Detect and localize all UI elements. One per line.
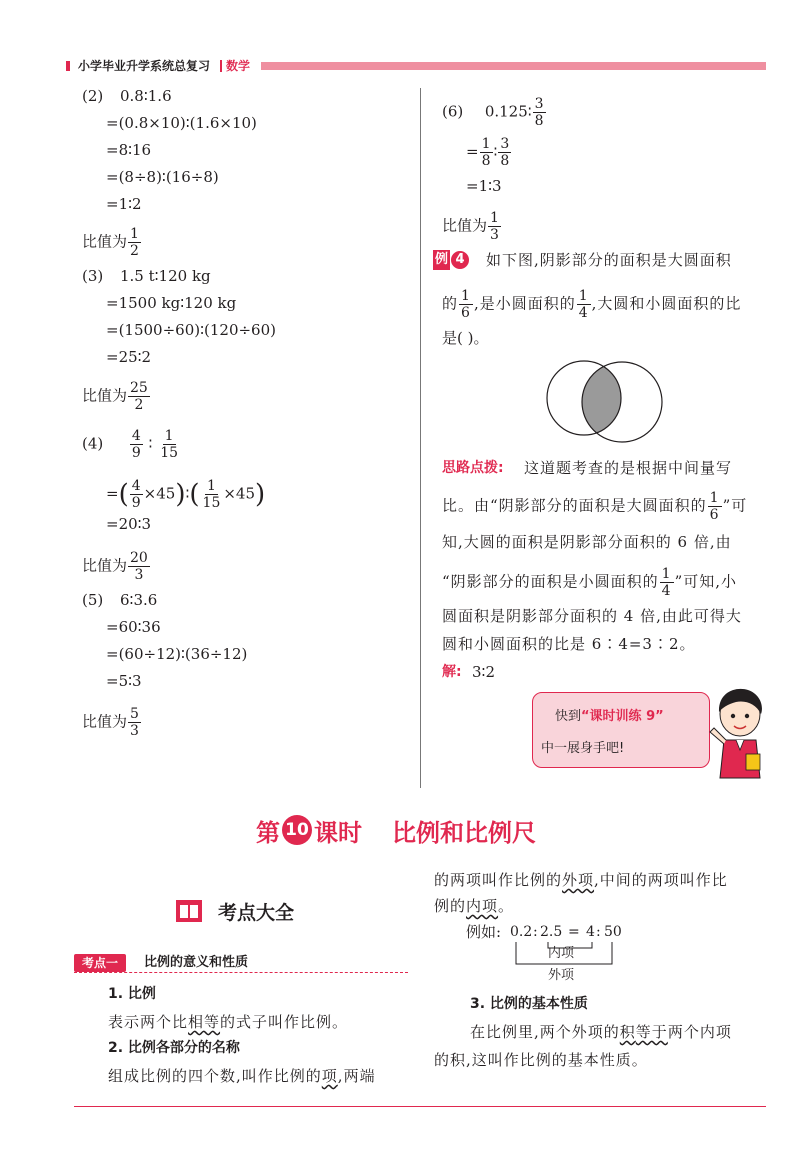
p5-step2: =(60÷12)∶(36÷12) [106,645,248,663]
colon: ∶ [148,434,153,453]
p2-ratio [82,226,142,259]
example-text-2 [442,288,741,321]
example-number: 4 [450,250,470,270]
underlined-term: 项 [321,1067,338,1085]
colon: ∶ [185,484,190,503]
numerator: 1 [164,428,174,444]
speech-bubble [532,692,710,768]
numerator: 1 [490,210,499,226]
denominator: 9 [131,445,141,461]
fraction [201,478,223,511]
numerator: 1 [130,226,139,242]
header-marker [66,61,70,71]
example-prefix: 例如: [466,923,502,941]
denominator: 9 [131,495,141,511]
p6-line1 [442,96,547,129]
fraction [480,136,493,169]
p5-step3: =5∶3 [106,672,142,690]
heading-1: 1. 比例 [108,986,156,1002]
body-1 [108,1012,348,1032]
denominator: 4 [661,583,672,599]
p3-label: (3) [82,267,104,285]
numerator: 20 [130,550,148,566]
hint-line-1: 这道题考查的是根据中间量写 [524,459,733,477]
kaodian-title: 比例的意义和性质 [144,955,249,970]
p3-step3: =25∶2 [106,348,152,366]
venn-diagram [540,358,670,450]
fraction [533,96,546,129]
colon-2: : [596,924,601,940]
header-bar [66,60,766,72]
p2-expr: 0.8∶1.6 [120,87,172,105]
text: 的式子叫作比例。 [220,1013,349,1031]
header-stripe [261,62,766,70]
answer-label: 解: [442,664,462,680]
lesson-suffix: 课时 [314,818,362,847]
text: ,中间的两项叫作比 [594,871,728,889]
hint-line-4 [442,566,737,599]
colon-1: : [533,924,538,940]
heading-3: 3. 比例的基本性质 [470,996,588,1012]
p6-a: 0.125∶ [484,102,532,121]
p2-step3: =(8÷8)∶(16÷8) [106,168,219,186]
p2-label: (2) [82,87,104,105]
lesson-prefix: 第 [256,818,280,847]
underlined-term: 等于 [635,1023,668,1041]
numerator: 1 [661,566,672,582]
denominator: 8 [481,153,491,169]
denominator: 4 [578,305,589,321]
text: ”可 [722,496,748,515]
term-d: 50 [604,924,622,940]
numerator: 1 [578,288,589,304]
answer-value: 3∶2 [472,663,495,681]
body-2 [108,1066,376,1086]
body-3b: 的积,这叫作比例的基本性质。 [434,1051,648,1069]
denominator: 3 [134,567,144,583]
ratio-label: 比值为 [82,556,128,575]
p5-label: (5) [82,591,104,609]
text: 的 [442,294,459,313]
right-body-2 [434,896,514,916]
ratio-label: 比值为 [82,232,128,251]
p4-line1 [82,428,181,461]
p2-step4: =1∶2 [106,195,142,213]
underlined-term: 外项 [562,871,595,889]
numerator: 1 [206,478,216,494]
fraction [130,428,143,461]
fraction [128,380,150,413]
term-a: 0.2 [510,924,533,940]
ratio-label: 比值为 [82,712,128,731]
colon: ∶ [493,142,498,161]
denominator: 15 [202,495,221,511]
equals: = [466,142,479,161]
header-divider [220,60,222,72]
p6-label: (6) [442,102,464,121]
text: “阴影部分的面积是小圆面积的 [442,572,659,591]
denominator: 3 [490,227,499,243]
section-title: 考点大全 [218,901,295,924]
term-b: 2.5 [540,924,563,940]
hint-line-6: 圆和小圆面积的比是 6∶4=3∶2。 [442,635,696,653]
heading-2: 2. 比例各部分的名称 [108,1040,240,1056]
numerator: 4 [131,428,141,444]
highlight: “课时训练 9” [581,709,664,724]
kaodian-tag: 考点一 [74,954,126,972]
text: 例的 [434,897,467,915]
p4-ratio [82,550,151,583]
fraction [128,550,150,583]
p3-step2: =(1500÷60)∶(120÷60) [106,321,276,339]
lesson-name: 比例和比例尺 [392,818,536,847]
p4-label: (4) [82,434,104,453]
times45: ×45 [143,484,176,503]
hint-line-5: 圆面积是阴影部分面积的 4 倍,由此可得大 [442,607,742,625]
text: ”可知,小 [674,572,738,591]
fraction [158,428,180,461]
fraction [577,288,591,321]
times45: ×45 [223,484,256,503]
right-body-1 [434,870,728,890]
example-tag [433,250,470,270]
body-3 [470,1022,732,1042]
equals: = [568,924,580,940]
lesson-number: 10 [282,815,312,845]
text: ,两端 [337,1067,376,1085]
text: 在比例里,两个外项的 [470,1023,620,1041]
fraction [660,566,674,599]
p4-line2: =( $\frac{4}{9}$ ×45)∶( $\frac{1}{15}$ ×45) [106,478,266,511]
text: 表示两个比 [108,1013,189,1031]
p4-step2: =20∶3 [106,515,152,533]
bubble-line-2: 中一展身手吧! [541,741,625,756]
denominator: 6 [461,305,471,321]
fraction [488,210,501,243]
underlined-term: 内项 [466,897,499,915]
p6-line2 [466,136,512,169]
p3-step1: =1500 kg∶120 kg [106,294,237,312]
denominator: 8 [534,113,544,129]
p2-step1: =(0.8×10)∶(1.6×10) [106,114,257,132]
boy-illustration [706,684,772,780]
column-divider [420,88,421,788]
denominator: 2 [130,243,139,259]
denominator: 6 [709,507,720,523]
text: 。 [498,897,515,915]
numerator: 3 [500,136,510,152]
denominator: 8 [500,153,510,169]
book-title: 小学毕业升学系统总复习 [78,59,211,73]
example-text-3: 是( )。 [442,329,489,347]
underlined-term: 积 [619,1023,636,1041]
numerator: 4 [131,478,141,494]
hint-label: 思路点拨: [442,460,504,476]
fraction [459,288,473,321]
numerator: 25 [130,380,148,396]
p3-expr: 1.5 t∶120 kg [120,267,211,285]
hint-line-3: 知,大圆的面积是阴影部分面积的 6 倍,由 [442,533,732,551]
text: ,大圆和小圆面积的比 [591,294,742,313]
fraction [708,490,722,523]
footer-rule [74,1106,766,1107]
fraction [128,226,141,259]
section-heading [176,898,294,924]
p6-step2: =1∶3 [466,177,502,195]
kaodian-bar [74,954,408,973]
p5-expr: 6∶3.6 [120,591,158,609]
subject-label: 数学 [226,59,251,73]
denominator: 15 [160,445,179,461]
denominator: 2 [134,397,144,413]
denominator: 3 [130,723,139,739]
outer-terms-label: 外项 [548,968,575,983]
numerator: 1 [709,490,720,506]
fraction [130,478,143,511]
hint-line-2 [442,490,747,523]
text: 快到 [555,709,582,724]
equals: = [106,484,119,503]
text: 两个内项 [667,1023,732,1041]
book-icon [176,900,202,922]
numerator: 1 [461,288,471,304]
bubble-line-1 [555,705,664,724]
ratio-label: 比值为 [82,386,128,405]
fraction [128,706,141,739]
p5-ratio [82,706,142,739]
example-text-1: 如下图,阴影部分的面积是大圆面积 [486,251,732,269]
ratio-label: 比值为 [442,216,488,235]
p6-ratio [442,210,502,243]
term-c: 4 [586,924,595,940]
text: 比。由“阴影部分的面积是大圆面积的 [442,496,707,515]
p2-step2: =8∶16 [106,141,152,159]
text: 组成比例的四个数,叫作比例的 [108,1067,322,1085]
p3-ratio [82,380,151,413]
underlined-term: 相等 [188,1013,221,1031]
example-label: 例 [433,250,450,270]
numerator: 3 [534,96,544,112]
inner-terms-label: 内项 [548,946,575,961]
p5-step1: =60∶36 [106,618,161,636]
numerator: 1 [481,136,491,152]
text: ,是小圆面积的 [473,294,576,313]
text: 的两项叫作比例的 [434,871,563,889]
fraction [498,136,511,169]
numerator: 5 [130,706,139,722]
lesson-title [256,810,536,850]
